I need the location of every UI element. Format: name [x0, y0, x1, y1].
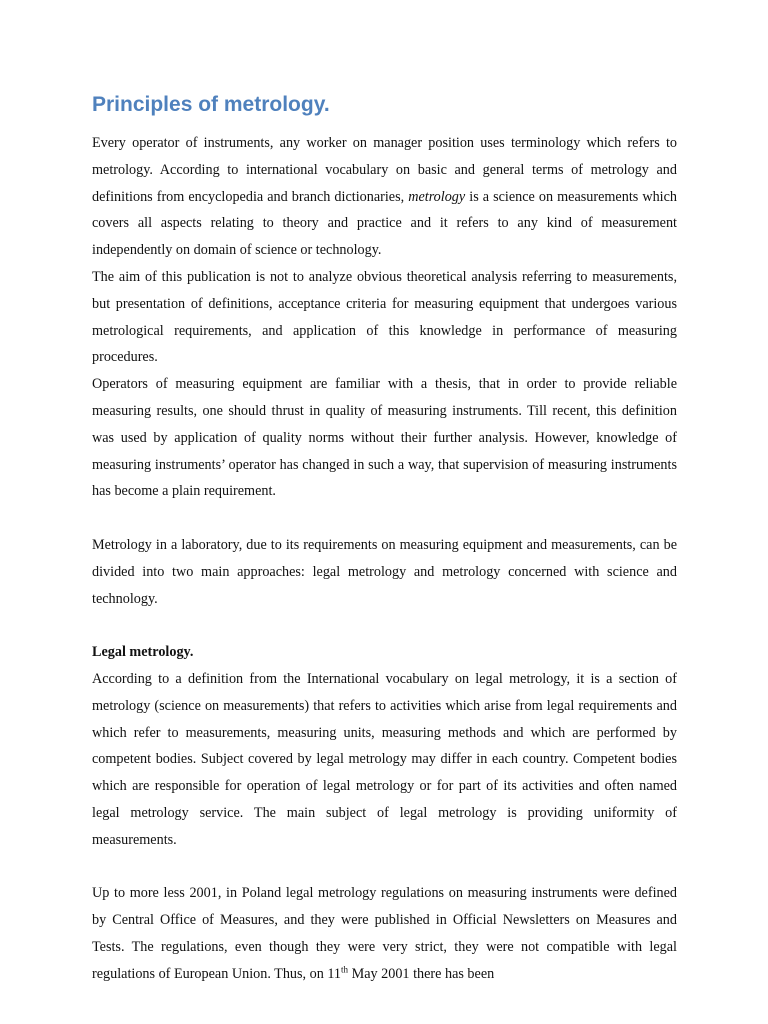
poland-paragraph	[92, 880, 677, 987]
intro-text-start: Every operator of instruments, any worker on manager position uses terminology which refers to metrology. According to international vocabulary on basic and general terms of metrology and definitions from encyclopedia and branch dictionaries,	[92, 135, 677, 205]
document-page	[92, 88, 677, 988]
operators-paragraph: Operators of measuring equipment are familiar with a thesis, that in order to provide reliable measuring results, one should thrust in quality of measuring instruments. Till recent, this definition was used by application of quality norms without their further analysis. However, knowledge of measuring instruments’ operator has changed in such a way, that supervision of measuring instruments has become a plain requirement.	[92, 376, 677, 500]
intro-paragraph	[92, 130, 677, 264]
legal-metrology-heading: Legal metrology.	[92, 644, 194, 661]
intro-text-end: is a science on measurements which covers all aspects relating to theory and practice and it refers to any kind of measurement independently on domain of science or technology.	[92, 188, 677, 259]
paragraph-gap	[92, 612, 677, 639]
page-title: Principles of metrology.	[92, 93, 330, 116]
paragraph-gap	[92, 505, 677, 532]
laboratory-paragraph: Metrology in a laboratory, due to its requirements on measuring equipment and measurements, can be divided into two main approaches: legal metrology and metrology concerned with science and technology.	[92, 536, 677, 607]
ordinal-superscript: th	[341, 963, 349, 974]
metrology-term: metrology	[408, 188, 466, 205]
poland-text-end: May 2001 there has been	[348, 965, 495, 982]
poland-text-start: Up to more less 2001, in Poland legal metrology regulations on measuring instruments were defined by Central Office of Measures, and they were published in Official Newsletters on Measures and Tests. The regulations, even though they were very strict, they were not compatible with legal regulations of European Union. Thus, on 11	[92, 885, 677, 982]
aim-paragraph: The aim of this publication is not to analyze obvious theoretical analysis referring to measurements, but presentation of definitions, acceptance criteria for measuring equipment that undergoes various metrological requirements, and application of this knowledge in performance of measuring procedures.	[92, 268, 677, 366]
legal-definition-paragraph: According to a definition from the International vocabulary on legal metrology, it is a section of metrology (science on measurements) that refers to activities which arise from legal requirements and which refer to measurements, measuring units, measuring methods and which are performed by competent bodies. Subject covered by legal metrology may differ in each country. Competent bodies which are responsible for operation of legal metrology or for part of its activities and often named legal metrology service. The main subject of legal metrology is providing uniformity of measurements.	[92, 670, 677, 848]
paragraph-gap	[92, 854, 677, 881]
